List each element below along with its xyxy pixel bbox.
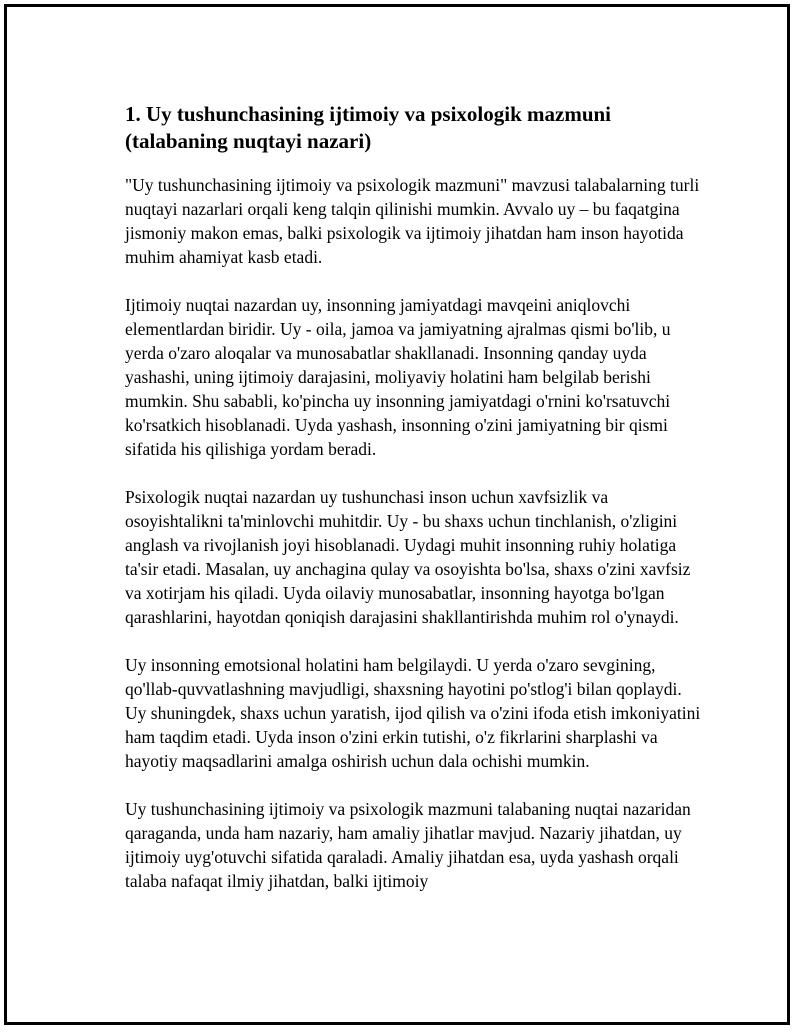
- page-frame: [4, 4, 790, 1025]
- paragraph-1: "Uy tushunchasining ijtimoiy va psixologik mazmuni" mavzusi talabalarning turli nuqtayi nazarlari orqali keng talqin qilinishi mumkin. Avvalo uy – bu faqatgina jismoniy makon emas, balki psixologik va ijtimoiy jihatdan ham inson hayotida muhim ahamiyat kasb etadi.: [125, 175, 700, 267]
- paragraph-5: Uy tushunchasining ijtimoiy va psixologik mazmuni talabaning nuqtai nazaridan qaraganda, unda ham nazariy, ham amaliy jihatlar mavjud. Nazariy jihatdan, uy ijtimoiy uyg'otuvchi sifatida qaraladi. Amaliy jihatdan esa, uyda yashash orqali talaba nafaqat ilmiy jihatdan, balki ijtimoiy: [125, 799, 691, 891]
- paragraph-2: Ijtimoiy nuqtai nazardan uy, insonning jamiyatdagi mavqeini aniqlovchi elementlardan biridir. Uy - oila, jamoa va jamiyatning ajralmas qismi bo'lib, u yerda o'zaro aloqalar va munosabatlar shakllanadi. Insonning qanday uyda yashashi, uning ijtimoiy darajasini, moliyaviy holatini ham belgilab berishi mumkin. Shu sababli, ko'pincha uy insonning jamiyatdagi o'rnini ko'rsatuvchi ko'rsatkich hisoblanadi. Uyda yashash, insonning o'zini jamiyatning bir qismi sifatida his qilishiga yordam beradi.: [125, 295, 671, 459]
- paragraph-4: Uy insonning emotsional holatini ham belgilaydi. U yerda o'zaro sevgining, qo'llab-quvvatlashning mavjudligi, shaxsning hayotini po'stlog'i bilan qoplaydi. Uy shuningdek, shaxs uchun yaratish, ijod qilish va o'zini ifoda etish imkoniyatini ham taqdim etadi. Uyda inson o'zini erkin tutishi, o'z fikrlarini sharplashi va hayotiy maqsadlarini amalga oshirish uchun dala ochishi mumkin.: [125, 655, 701, 771]
- paragraph-3: Psixologik nuqtai nazardan uy tushunchasi inson uchun xavfsizlik va osoyishtalikni ta'minlovchi muhitdir. Uy - bu shaxs uchun tinchlanish, o'zligini anglash va rivojlanish joyi hisoblanadi. Uydagi muhit insonning ruhiy holatiga ta'sir etadi. Masalan, uy anchagina qulay va osoyishta bo'lsa, shaxs o'zini xavfsiz va xotirjam his qiladi. Uyda oilaviy munosabatlar, insonning hayotga bo'lgan qarashlarini, hayotdan qoniqish darajasini shakllantirishda muhim rol o'ynaydi.: [125, 487, 691, 627]
- document-content: [125, 101, 701, 893]
- document-title: 1. Uy tushunchasining ijtimoiy va psixologik mazmuni (talabaning nuqtayi nazari): [125, 102, 612, 153]
